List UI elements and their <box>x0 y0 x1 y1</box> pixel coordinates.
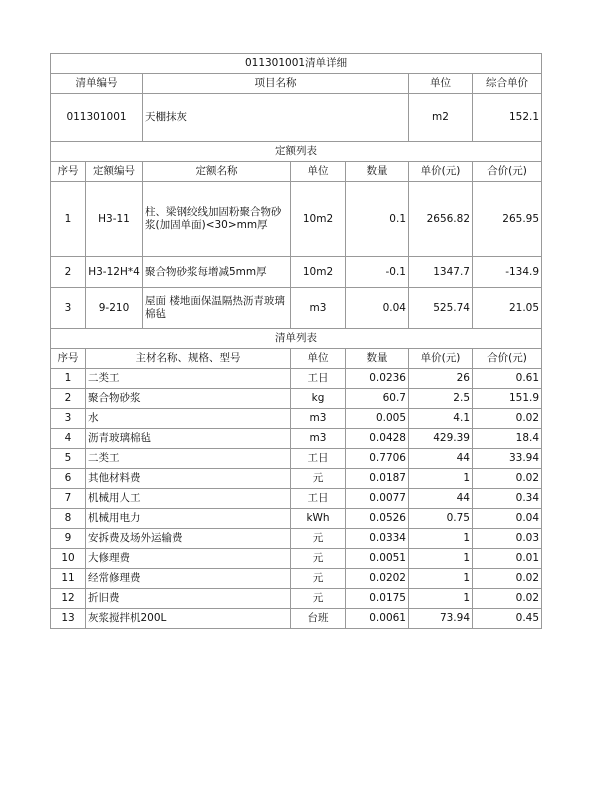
material-name: 聚合物砂浆 <box>86 389 291 409</box>
material-unit: m3 <box>291 429 346 449</box>
material-no: 10 <box>51 549 86 569</box>
material-total: 0.45 <box>473 609 542 629</box>
material-row <box>51 569 542 589</box>
material-qty: 0.0526 <box>346 509 409 529</box>
quota-unit: 10m2 <box>291 257 346 288</box>
quota-row <box>51 182 542 257</box>
quota-total: 21.05 <box>473 288 542 329</box>
material-total: 0.02 <box>473 409 542 429</box>
material-no: 13 <box>51 609 86 629</box>
material-price: 1 <box>409 549 473 569</box>
quota-code: 9-210 <box>86 288 143 329</box>
table-title: 011301001清单详细 <box>51 54 542 74</box>
material-total: 0.03 <box>473 529 542 549</box>
material-unit: 工日 <box>291 369 346 389</box>
quota-code: H3-11 <box>86 182 143 257</box>
quota-price: 1347.7 <box>409 257 473 288</box>
material-no: 6 <box>51 469 86 489</box>
material-unit: 元 <box>291 529 346 549</box>
material-qty: 60.7 <box>346 389 409 409</box>
material-column-header: 序号 <box>51 349 86 369</box>
material-name: 灰浆搅拌机200L <box>86 609 291 629</box>
material-total: 18.4 <box>473 429 542 449</box>
material-no: 3 <box>51 409 86 429</box>
material-name: 大修理费 <box>86 549 291 569</box>
quota-name: 柱、梁钢绞线加固粉聚合物砂浆(加固单面)<30>mm厚 <box>143 182 291 257</box>
material-name: 其他材料费 <box>86 469 291 489</box>
header-code: 清单编号 <box>51 74 143 94</box>
quota-unit: m3 <box>291 288 346 329</box>
material-no: 11 <box>51 569 86 589</box>
item-code: 011301001 <box>51 94 143 142</box>
material-row <box>51 589 542 609</box>
material-row <box>51 489 542 509</box>
material-total: 0.01 <box>473 549 542 569</box>
material-qty: 0.0202 <box>346 569 409 589</box>
material-no: 9 <box>51 529 86 549</box>
material-total: 0.61 <box>473 369 542 389</box>
quota-name: 屋面 楼地面保温隔热沥青玻璃棉毡 <box>143 288 291 329</box>
quota-row <box>51 288 542 329</box>
quota-no: 2 <box>51 257 86 288</box>
header-unit: 单位 <box>409 74 473 94</box>
material-row <box>51 609 542 629</box>
material-no: 5 <box>51 449 86 469</box>
material-unit: 元 <box>291 589 346 609</box>
quota-total: -134.9 <box>473 257 542 288</box>
quota-column-header: 合价(元) <box>473 162 542 182</box>
material-name: 安拆费及场外运输费 <box>86 529 291 549</box>
material-qty: 0.0334 <box>346 529 409 549</box>
material-column-header: 数量 <box>346 349 409 369</box>
material-row <box>51 549 542 569</box>
quota-column-header: 单价(元) <box>409 162 473 182</box>
material-price: 26 <box>409 369 473 389</box>
header-price: 综合单价 <box>473 74 542 94</box>
item-name: 天棚抹灰 <box>143 94 409 142</box>
material-column-header: 主材名称、规格、型号 <box>86 349 291 369</box>
material-qty: 0.0077 <box>346 489 409 509</box>
material-qty: 0.0236 <box>346 369 409 389</box>
material-name: 折旧费 <box>86 589 291 609</box>
material-unit: 台班 <box>291 609 346 629</box>
material-section-title: 清单列表 <box>51 329 542 349</box>
material-qty: 0.7706 <box>346 449 409 469</box>
quota-section-title: 定额列表 <box>51 142 542 162</box>
material-name: 水 <box>86 409 291 429</box>
quota-price: 525.74 <box>409 288 473 329</box>
material-qty: 0.005 <box>346 409 409 429</box>
material-total: 0.02 <box>473 569 542 589</box>
item-row <box>51 94 542 142</box>
material-total: 151.9 <box>473 389 542 409</box>
quota-no: 1 <box>51 182 86 257</box>
item-unit: m2 <box>409 94 473 142</box>
material-price: 44 <box>409 449 473 469</box>
material-price: 1 <box>409 569 473 589</box>
material-no: 4 <box>51 429 86 449</box>
material-row <box>51 389 542 409</box>
material-row <box>51 409 542 429</box>
material-qty: 0.0428 <box>346 429 409 449</box>
material-qty: 0.0061 <box>346 609 409 629</box>
material-unit: kg <box>291 389 346 409</box>
material-row <box>51 369 542 389</box>
material-row <box>51 429 542 449</box>
quota-row <box>51 257 542 288</box>
quota-qty: 0.04 <box>346 288 409 329</box>
quota-column-header: 序号 <box>51 162 86 182</box>
material-unit: 元 <box>291 569 346 589</box>
material-qty: 0.0175 <box>346 589 409 609</box>
header-name: 项目名称 <box>143 74 409 94</box>
material-unit: 工日 <box>291 489 346 509</box>
material-total: 0.04 <box>473 509 542 529</box>
material-total: 0.02 <box>473 589 542 609</box>
quota-qty: -0.1 <box>346 257 409 288</box>
quota-price: 2656.82 <box>409 182 473 257</box>
material-price: 73.94 <box>409 609 473 629</box>
material-row <box>51 509 542 529</box>
material-qty: 0.0051 <box>346 549 409 569</box>
quota-no: 3 <box>51 288 86 329</box>
material-price: 4.1 <box>409 409 473 429</box>
material-name: 沥青玻璃棉毡 <box>86 429 291 449</box>
material-row <box>51 469 542 489</box>
material-column-header: 单价(元) <box>409 349 473 369</box>
material-name: 机械用电力 <box>86 509 291 529</box>
bill-detail-table <box>50 53 542 629</box>
quota-code: H3-12H*4 <box>86 257 143 288</box>
quota-column-header: 定额名称 <box>143 162 291 182</box>
material-price: 1 <box>409 469 473 489</box>
material-unit: kWh <box>291 509 346 529</box>
material-price: 44 <box>409 489 473 509</box>
item-price: 152.1 <box>473 94 542 142</box>
material-price: 1 <box>409 529 473 549</box>
quota-column-header: 数量 <box>346 162 409 182</box>
material-no: 7 <box>51 489 86 509</box>
material-price: 1 <box>409 589 473 609</box>
material-no: 12 <box>51 589 86 609</box>
quota-name: 聚合物砂浆每增减5mm厚 <box>143 257 291 288</box>
material-name: 机械用人工 <box>86 489 291 509</box>
material-no: 8 <box>51 509 86 529</box>
material-row <box>51 449 542 469</box>
material-name: 二类工 <box>86 449 291 469</box>
material-total: 0.02 <box>473 469 542 489</box>
material-name: 经常修理费 <box>86 569 291 589</box>
material-unit: m3 <box>291 409 346 429</box>
material-row <box>51 529 542 549</box>
material-total: 0.34 <box>473 489 542 509</box>
material-column-header: 合价(元) <box>473 349 542 369</box>
quota-column-header: 定额编号 <box>86 162 143 182</box>
quota-total: 265.95 <box>473 182 542 257</box>
material-unit: 元 <box>291 549 346 569</box>
material-unit: 工日 <box>291 449 346 469</box>
material-name: 二类工 <box>86 369 291 389</box>
material-price: 0.75 <box>409 509 473 529</box>
material-price: 2.5 <box>409 389 473 409</box>
material-no: 1 <box>51 369 86 389</box>
material-no: 2 <box>51 389 86 409</box>
material-qty: 0.0187 <box>346 469 409 489</box>
material-price: 429.39 <box>409 429 473 449</box>
quota-unit: 10m2 <box>291 182 346 257</box>
material-column-header: 单位 <box>291 349 346 369</box>
material-total: 33.94 <box>473 449 542 469</box>
material-unit: 元 <box>291 469 346 489</box>
quota-qty: 0.1 <box>346 182 409 257</box>
quota-column-header: 单位 <box>291 162 346 182</box>
